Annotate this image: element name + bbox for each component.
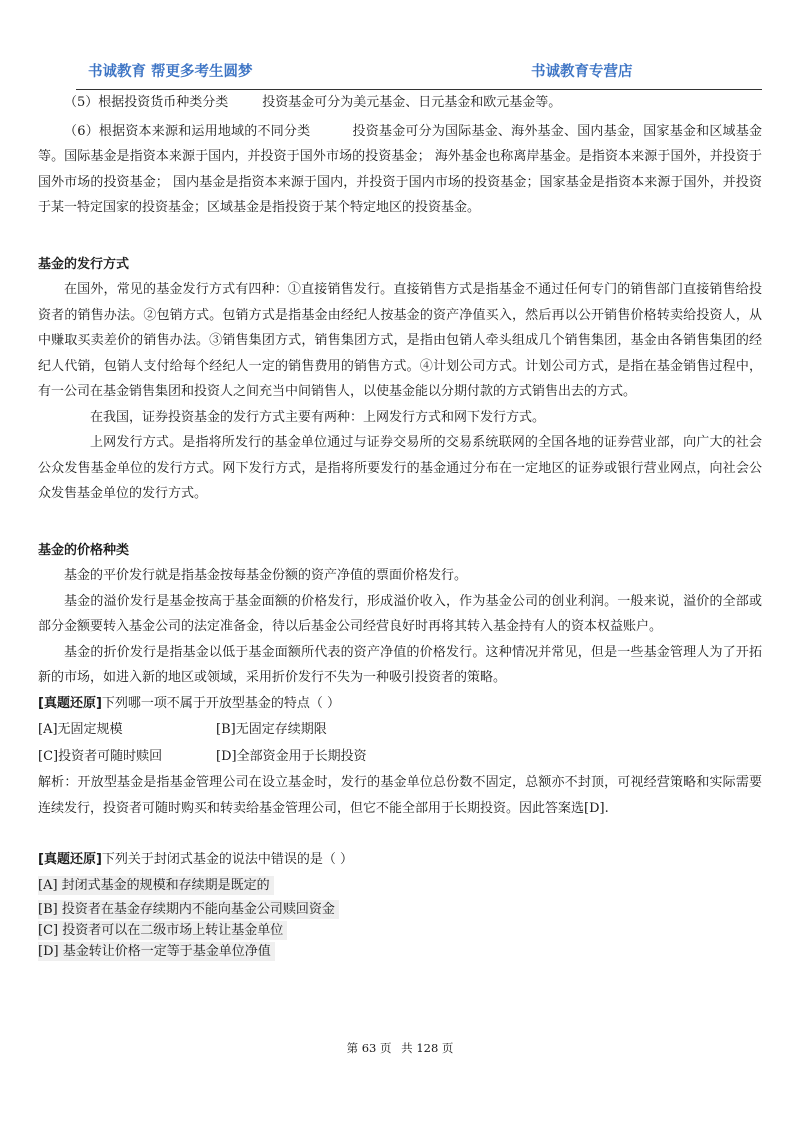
page-footer xyxy=(0,1040,800,1056)
issuance-para-3: 上网发行方式。是指将所发行的基金单位通过与证券交易所的交易系统联网的全国各地的证券营业部，向广大的社会公众发售基金单位的发行方式。网下发行方式，是指将所要发行的基金通过分布在一定地区的证券或银行营业网点，向社会公众发售基金单位的发行方式。 xyxy=(38,435,762,501)
item6-label: （6）根据资本来源和运用地域的不同分类 xyxy=(64,123,311,139)
question-2-text: 下列关于封闭式基金的说法中错误的是（ ） xyxy=(101,852,354,867)
issuance-para-1: 在国外，常见的基金发行方式有四种：①直接销售发行。直接销售方式是指基金不通过任何专门的销售部门直接销售给投资者的销售办法。②包销方式。包销方式是指基金由经纪人按基金的资产净值买入，然后再以公开销售价格转卖给投资人，从中赚取买卖差价的销售办法。③销售集团方式，销售集团方式，是指由包销人牵头组成几个销售集团，基金由各销售集团的经纪人代销，包销人支付给每个经纪人一定的销售费用的销售方式。④计划公司方式。计划公司方式，是指在基金销售过程中，有一公司在基金销售集团和投资人之间充当中间销售人，以使基金能以分期付款的方式销售出去的方式。 xyxy=(38,282,762,399)
question-1-option-a: [A]无固定规模 xyxy=(38,722,123,737)
classification-item-6 xyxy=(38,119,762,221)
item6-text: 投资基金可分为国际基金、海外基金、国内基金，国家基金和区域基金等。国际基金是指资本来源于国内，并投资于国外市场的投资基金； 海外基金也称离岸基金。是指资本来源于国外，并投资于国外市场的投资基金； 国内基金是指资本来源于国内，并投资于国内市场的投资基金；国家基金是指资本来源于国外，并投资于某一特定国家的投资基金；区域基金是指投资于某个特定地区的投资基金。 xyxy=(38,123,762,215)
page-body xyxy=(38,90,762,962)
page-number: 第 63 页 xyxy=(346,1041,392,1055)
question-2-stem xyxy=(38,847,762,873)
question-2-option-d: [D] 基金转让价格一定等于基金单位净值 xyxy=(38,942,275,961)
question-1-options-row-2 xyxy=(38,743,762,770)
question-1-tag: [真题还原] xyxy=(38,695,102,711)
question-2-options xyxy=(38,873,762,962)
pricing-para-3: 基金的折价发行是指基金以低于基金面额所代表的资产净值的价格发行。这种情况并常见，但是一些基金管理人为了开拓新的市场，如进入新的地区或领域，采用折价发行不失为一种吸引投资者的策略。 xyxy=(38,644,762,685)
question-1-option-b: [B]无固定存续期限 xyxy=(216,722,327,737)
issuance-heading: 基金的发行方式 xyxy=(38,256,130,272)
item5-label: （5）根据投资货币种类分类 xyxy=(64,95,229,110)
question-1-stem xyxy=(38,691,762,717)
question-2-option-a: [A] 封闭式基金的规模和存续期是既定的 xyxy=(38,876,274,895)
header-left-title: 书诚教育 帮更多考生圆梦 xyxy=(88,64,253,80)
question-2-option-b: [B] 投资者在基金存续期内不能向基金公司赎回资金 xyxy=(38,900,339,919)
header-right-title: 书诚教育专营店 xyxy=(531,64,633,80)
page-total: 共 128 页 xyxy=(401,1041,454,1055)
question-1-options-row-1 xyxy=(38,716,762,743)
question-1-option-d: [D]全部资金用于长期投资 xyxy=(216,749,367,764)
question-1-text: 下列哪一项不属于开放型基金的特点（ ） xyxy=(101,695,341,711)
question-2-option-c: [C] 投资者可以在二级市场上转让基金单位 xyxy=(38,921,287,940)
pricing-heading: 基金的价格种类 xyxy=(38,542,130,558)
issuance-para-2: 在我国，证券投资基金的发行方式主要有两种：上网发行方式和网下发行方式。 xyxy=(90,409,546,425)
question-2-tag: [真题还原] xyxy=(38,852,102,867)
page-header xyxy=(0,0,800,92)
pricing-para-2: 基金的溢价发行是基金按高于基金面额的价格发行，形成溢价收入，作为基金公司的创业利润。一般来说，溢价的全部或部分金额要转入基金公司的法定准备金，待以后基金公司经营良好时再将其转入基金持有人的资本权益账户。 xyxy=(38,593,762,634)
item5-text: 投资基金可分为美元基金、日元基金和欧元基金等。 xyxy=(262,95,562,110)
classification-item-5 xyxy=(38,90,762,116)
question-1-analysis: 解析：开放型基金是指基金管理公司在设立基金时，发行的基金单位总份数不固定，总额亦不封顶，可视经营策略和实际需要连续发行，投资者可随时购买和转卖给基金管理公司，但它不能全部用于长期投资。因此答案选[D]. xyxy=(38,775,762,816)
question-1-option-c: [C]投资者可随时赎回 xyxy=(38,749,163,764)
pricing-para-1: 基金的平价发行就是指基金按每基金份额的资产净值的票面价格发行。 xyxy=(64,568,468,583)
